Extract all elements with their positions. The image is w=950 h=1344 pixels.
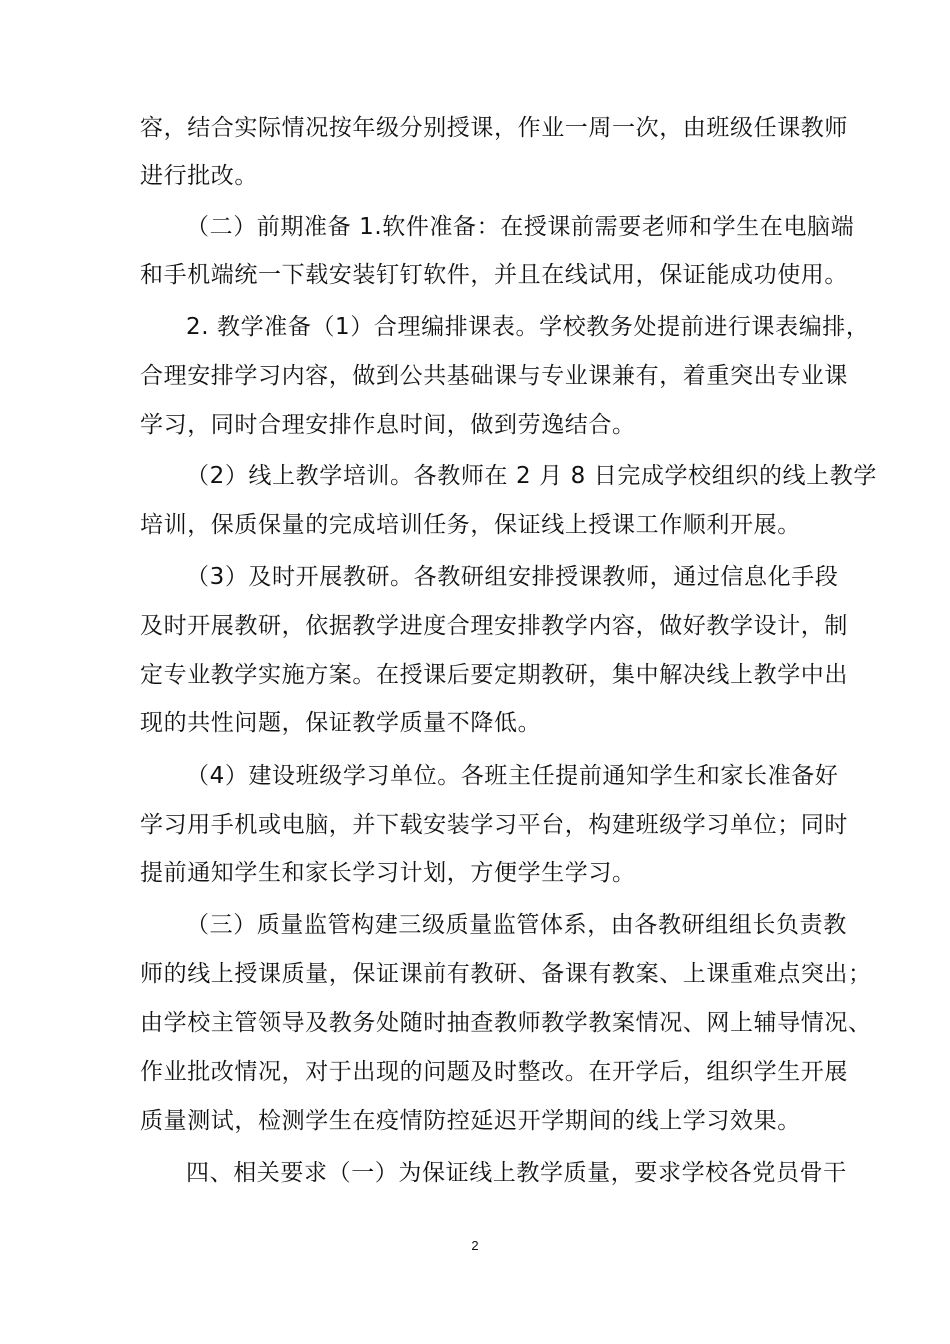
text-line: 2. 教学准备（1）合理编排课表。学校教务处提前进行课表编排， xyxy=(186,314,870,340)
text-line: 进行批改。 xyxy=(140,163,258,189)
text-line: 提前通知学生和家长学习计划，方便学生学习。 xyxy=(140,860,636,886)
text-line: 学习用手机或电脑，并下载安装学习平台，构建班级学习单位；同时 xyxy=(140,812,848,838)
text-line: 培训，保质保量的完成培训任务，保证线上授课工作顺利开展。 xyxy=(140,512,801,538)
text-line: （2）线上教学培训。各教师在 2 月 8 日完成学校组织的线上教学 xyxy=(186,463,877,489)
text-line: 师的线上授课质量，保证课前有教研、备课有教案、上课重难点突出； xyxy=(140,961,872,987)
text-line: （三）质量监管构建三级质量监管体系，由各教研组组长负责教 xyxy=(186,912,847,938)
text-line: 现的共性问题，保证教学质量不降低。 xyxy=(140,710,542,736)
text-line: （二）前期准备 1.软件准备：在授课前需要老师和学生在电脑端 xyxy=(186,214,855,240)
text-line: 学习，同时合理安排作息时间，做到劳逸结合。 xyxy=(140,412,636,438)
text-line: （3）及时开展教研。各教研组安排授课教师，通过信息化手段 xyxy=(186,564,839,590)
text-line: 四、相关要求（一）为保证线上教学质量，要求学校各党员骨干 xyxy=(186,1160,847,1186)
text-line: 合理安排学习内容，做到公共基础课与专业课兼有，着重突出专业课 xyxy=(140,363,848,389)
page-number: 2 xyxy=(471,1238,479,1253)
text-line: 容，结合实际情况按年级分别授课，作业一周一次，由班级任课教师 xyxy=(140,115,848,141)
text-line: 和手机端统一下载安装钉钉软件，并且在线试用，保证能成功使用。 xyxy=(140,262,848,288)
text-line: （4）建设班级学习单位。各班主任提前通知学生和家长准备好 xyxy=(186,763,839,789)
text-line: 定专业教学实施方案。在授课后要定期教研，集中解决线上教学中出 xyxy=(140,662,848,688)
text-line: 作业批改情况，对于出现的问题及时整改。在开学后，组织学生开展 xyxy=(140,1059,848,1085)
text-line: 质量测试，检测学生在疫情防控延迟开学期间的线上学习效果。 xyxy=(140,1108,801,1134)
text-line: 及时开展教研，依据教学进度合理安排教学内容，做好教学设计，制 xyxy=(140,613,848,639)
text-line: 由学校主管领导及教务处随时抽查教师教学教案情况、网上辅导情况、 xyxy=(140,1010,872,1036)
